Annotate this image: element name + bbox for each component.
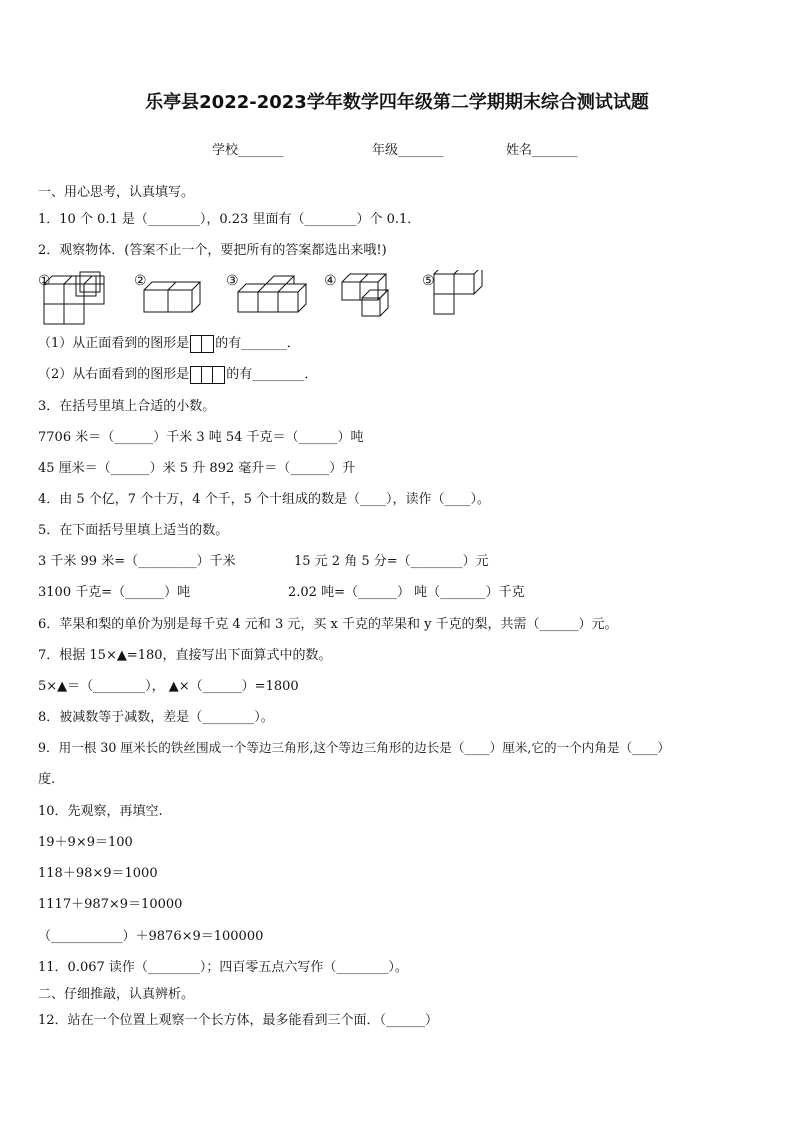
- front-view-grid: [190, 335, 214, 353]
- question-6: 6．苹果和梨的单价为别是每千克 4 元和 3 元，买 x 千克的苹果和 y 千克的梨，共需（______）元。: [38, 617, 618, 632]
- figure-label-4: ④: [324, 273, 337, 289]
- figure-label-5: ⑤: [422, 273, 435, 289]
- question-10: 10．先观察，再填空.: [38, 804, 163, 819]
- question-7: 7．根据 15×▲=180，直接写出下面算式中的数。: [38, 648, 332, 663]
- question-10-a: 19＋9×9＝100: [38, 835, 133, 850]
- question-3-b: 45 厘米＝（______）米 5 升 892 毫升＝（______）升: [38, 461, 356, 476]
- question-3-a: 7706 米＝（______）千米 3 吨 54 千克＝（______）吨: [38, 430, 364, 445]
- question-12: 12．站在一个位置上观察一个长方体，最多能看到三个面．（______）: [38, 1013, 439, 1028]
- question-2-part-2: （2）从右面看到的图形是 的有________．: [38, 367, 318, 382]
- question-10-d: （___________）＋9876×9＝100000: [38, 929, 264, 944]
- figure-label-3: ③: [226, 273, 239, 289]
- question-10-b: 118＋98×9＝1000: [38, 866, 158, 881]
- question-8: 8．被减数等于减数，差是（________）。: [38, 710, 274, 725]
- question-5-b2: 2.02 吨=（______） 吨（_______）千克: [288, 585, 525, 600]
- question-1: 1．10 个 0.1 是（________），0.23 里面有（________）个 0.1．: [38, 212, 421, 227]
- school-field[interactable]: 学校_______: [212, 143, 284, 158]
- figure-4: [342, 274, 388, 316]
- question-3: 3．在括号里填上合适的小数。: [38, 399, 216, 414]
- question-2: 2．观察物体．(答案不止一个，要把所有的答案都选出来哦!): [38, 243, 387, 258]
- question-5-a2: 15 元 2 角 5 分=（________）元: [294, 554, 489, 569]
- name-field[interactable]: 姓名_______: [506, 143, 578, 158]
- figure-5: [434, 270, 482, 314]
- section-1-heading: 一、用心思考，认真填写。: [38, 185, 195, 200]
- grade-field[interactable]: 年级_______: [372, 143, 444, 158]
- figure-label-1: ①: [38, 273, 51, 289]
- question-5-a1: 3 千米 99 米=（_________）千米: [38, 554, 236, 569]
- page-title: 乐亭县2022-2023学年数学四年级第二学期期末综合测试试题: [145, 92, 649, 113]
- section-2-heading: 二、仔细推敲，认真辨析。: [38, 987, 195, 1002]
- cube-figures: [30, 270, 510, 330]
- question-10-c: 1117＋987×9＝10000: [38, 897, 183, 912]
- question-5: 5．在下面括号里填上适当的数。: [38, 523, 229, 538]
- figure-label-2: ②: [134, 273, 147, 289]
- question-11: 11．0.067 读作（________）；四百零五点六写作（________）。: [38, 960, 408, 975]
- figure-2: [144, 282, 200, 312]
- question-7-a: 5×▲＝（________）， ▲×（______）=1800: [38, 679, 299, 694]
- question-4: 4．由 5 个亿，7 个十万，4 个千，5 个十组成的数是（____），读作（____）。: [38, 492, 491, 507]
- right-view-grid: [190, 366, 225, 384]
- question-2-part-1: （1）从正面看到的图形是 的有_______．: [38, 336, 300, 351]
- figure-1: [44, 272, 104, 324]
- question-9-b: 度.: [38, 772, 56, 787]
- figure-3: [238, 276, 306, 312]
- question-9: 9．用一根 30 厘米长的铁丝围成一个等边三角形,这个等边三角形的边长是（____）厘米,它的一个内角是（____）: [38, 740, 670, 755]
- question-5-b1: 3100 千克=（______）吨: [38, 585, 191, 600]
